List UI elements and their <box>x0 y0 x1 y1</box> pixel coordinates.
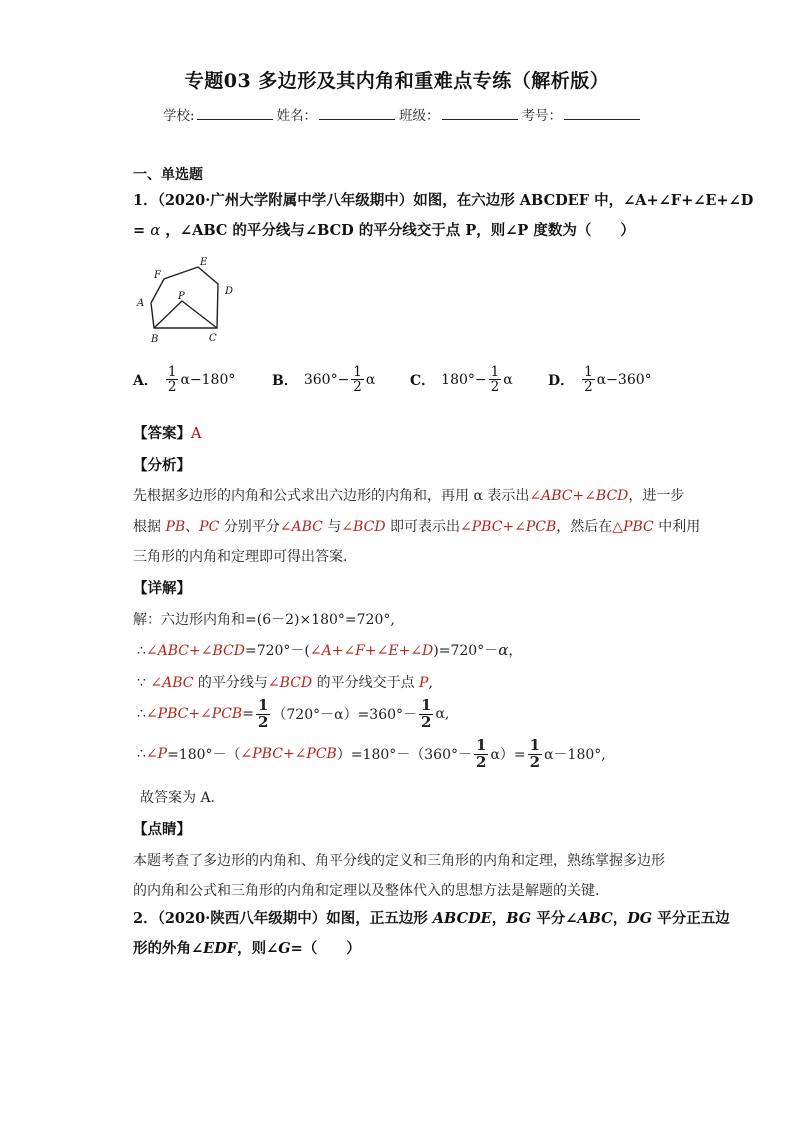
q2-expr: BG <box>506 910 532 927</box>
detail-expr: ∠PBC+∠PCB <box>145 706 243 723</box>
analysis-text: 与 <box>322 519 342 535</box>
analysis-text: 分别平分 <box>219 519 280 535</box>
detail-text: ∴ <box>137 643 146 659</box>
detail-text: ∴ <box>137 706 146 723</box>
detail-text: α－180°, <box>544 747 606 764</box>
detail-text: = <box>242 706 254 723</box>
option-b-label: B． <box>272 372 298 389</box>
analysis-line3: 三角形的内角和定理即可得出答案. <box>133 549 348 565</box>
analysis-text: 根据 <box>133 519 166 535</box>
detail-expr: ∠ABC <box>150 675 194 691</box>
analysis-text: 中利用 <box>653 519 701 535</box>
label-E: E <box>200 257 208 268</box>
name-label: 姓名： <box>276 108 318 124</box>
analysis-expr: PB <box>165 519 186 535</box>
detail-text: ∴ <box>137 746 146 763</box>
name-blank[interactable] <box>319 107 395 120</box>
analysis-expr: ∠ABC <box>279 519 323 535</box>
page-title: 专题03 多边形及其内角和重难点专练（解析版） <box>184 70 610 92</box>
q2-text: 平分 <box>531 910 566 927</box>
detail-line5 <box>137 738 606 771</box>
detail-line4 <box>137 698 449 731</box>
detail-text: ）=180°－（360°－ <box>336 747 473 764</box>
frac-den: 2 <box>529 752 541 771</box>
analysis-text: 即可表示出 <box>385 519 460 535</box>
answer-tag: 【答案】 <box>133 425 191 442</box>
option-a-label: A． <box>133 372 158 389</box>
label-A: A <box>137 298 145 309</box>
label-F: F <box>154 270 161 281</box>
comment-tag: 【点睛】 <box>133 821 191 838</box>
comment-line1: 本题考查了多边形的内角和、角平分线的定义和三角形的内角和定理，熟练掌握多边形 <box>133 853 665 869</box>
detail-line1: 解：六边形内角和=(6－2)×180°=720°, <box>133 612 395 628</box>
option-d-num: 1 <box>584 364 593 380</box>
school-blank[interactable] <box>197 107 273 120</box>
detail-expr: P <box>419 675 429 691</box>
q1-alpha: α <box>150 221 161 239</box>
option-d-expr: α−360° <box>596 371 652 388</box>
option-a[interactable] <box>133 365 235 394</box>
hexagon-figure <box>132 254 242 346</box>
q2-text: ，则 <box>237 940 267 957</box>
analysis-line1 <box>133 485 684 505</box>
q2-text: 形的外角 <box>133 940 191 957</box>
frac-num: 1 <box>421 696 432 714</box>
label-C: C <box>209 333 217 344</box>
frac-num: 1 <box>257 696 269 714</box>
analysis-text: 先根据多边形的内角和公式求出六边形的内角和，再用 α 表示出 <box>133 488 530 504</box>
answer-line <box>133 422 201 443</box>
class-label: 班级： <box>399 108 440 124</box>
analysis-text: ，然后在 <box>556 519 613 535</box>
option-c-den: 2 <box>490 379 500 396</box>
option-b[interactable] <box>272 365 375 394</box>
label-P: P <box>178 291 185 302</box>
detail-expr: ∠A+∠F+∠E+∠D <box>309 643 434 659</box>
detail-text: ∵ <box>137 675 151 691</box>
analysis-line2 <box>133 516 700 536</box>
detail-expr: ∠ABC+∠BCD <box>145 643 245 659</box>
detail-alpha: α <box>498 641 509 659</box>
detail-expr: ∠P <box>145 746 168 763</box>
label-B: B <box>151 334 159 345</box>
q2-text: 平分正五边 <box>652 910 730 927</box>
q2-stem-line2 <box>133 942 361 957</box>
detail-text: （720°－α）=360°－ <box>272 707 418 724</box>
q2-text: =（ ） <box>290 940 361 957</box>
option-d[interactable] <box>548 365 652 394</box>
q1-stem-line2 <box>133 223 635 239</box>
detail-text: α, <box>435 706 450 723</box>
detail-text: 的平分线交于点 <box>312 675 420 691</box>
option-a-num: 1 <box>167 364 177 380</box>
q2-text: ， <box>491 910 507 927</box>
bisector-lines <box>154 301 217 328</box>
detail-line2 <box>137 640 522 660</box>
detail-expr: ∠BCD <box>267 675 313 691</box>
number-blank[interactable] <box>564 107 640 120</box>
option-c[interactable] <box>410 365 513 394</box>
frac-den: 2 <box>476 752 487 771</box>
option-c-expr: α <box>503 371 513 388</box>
number-label: 考号： <box>521 108 563 124</box>
detail-text: =180°－（ <box>167 747 241 764</box>
q2-expr: ABCDE <box>432 910 492 927</box>
analysis-expr: ∠PBC+∠PCB <box>460 519 557 535</box>
detail-text: =720°－( <box>244 643 310 659</box>
detail-text: )=720°－ <box>433 643 499 659</box>
option-a-expr: α−180° <box>180 371 236 388</box>
detail-text: , <box>428 675 433 691</box>
option-c-pre: 180°− <box>441 371 487 388</box>
section-header: 一、单选题 <box>133 167 203 183</box>
detail-text: ， <box>508 643 523 659</box>
option-d-den: 2 <box>584 379 593 396</box>
q2-text: 2．（2020·陕西八年级期中）如图，正五边形 <box>133 910 433 927</box>
comment-line2: 的内角和公式和三角形的内角和定理以及整体代入的思想方法是解题的关键. <box>133 883 600 899</box>
q1-stem-rest: ，∠ABC 的平分线与∠BCD 的平分线交于点 P，则∠P 度数为（ ） <box>165 222 635 239</box>
class-blank[interactable] <box>442 107 518 120</box>
school-label: 学校: <box>163 108 195 124</box>
analysis-expr: ∠ABC+∠BCD <box>529 488 629 504</box>
option-b-num: 1 <box>353 364 362 380</box>
analysis-expr: △PBC <box>612 519 654 535</box>
frac-num: 1 <box>529 736 541 754</box>
analysis-tag: 【分析】 <box>133 457 191 474</box>
option-d-label: D． <box>548 372 575 389</box>
q2-expr: ∠EDF <box>191 940 238 957</box>
detail-tag: 【详解】 <box>133 580 191 597</box>
q1-eq-sign: = <box>133 222 146 239</box>
frac-den: 2 <box>421 712 432 731</box>
detail-line6: 故答案为 A. <box>140 790 216 806</box>
detail-line3 <box>137 672 433 692</box>
option-b-expr: α <box>365 371 376 388</box>
q2-expr: ∠ABC <box>565 910 613 927</box>
detail-expr: ∠PBC+∠PCB <box>240 746 337 763</box>
q2-stem-line1 <box>133 912 730 927</box>
option-c-num: 1 <box>490 364 500 380</box>
option-b-den: 2 <box>353 379 362 396</box>
option-c-label: C． <box>410 372 436 389</box>
q2-expr: ∠G <box>266 940 291 957</box>
analysis-expr: PC <box>199 519 220 535</box>
detail-text: 的平分线与 <box>193 675 268 691</box>
analysis-text: ，进一步 <box>628 488 685 504</box>
detail-text: α）= <box>490 747 526 764</box>
student-info-line <box>163 104 644 124</box>
option-b-pre: 360°− <box>303 371 350 388</box>
option-a-den: 2 <box>167 379 177 396</box>
q2-expr: DG <box>627 910 653 927</box>
frac-num: 1 <box>476 736 487 754</box>
analysis-expr: ∠BCD <box>341 519 386 535</box>
label-D: D <box>225 286 234 297</box>
q1-stem-line1: 1．（2020·广州大学附属中学八年级期中）如图，在六边形 ABCDEF 中，∠A+∠F+∠E+∠D <box>133 192 754 209</box>
analysis-text: 、 <box>185 519 200 535</box>
answer-value: A <box>191 426 202 442</box>
frac-den: 2 <box>257 712 269 731</box>
q2-text: ， <box>612 910 628 927</box>
